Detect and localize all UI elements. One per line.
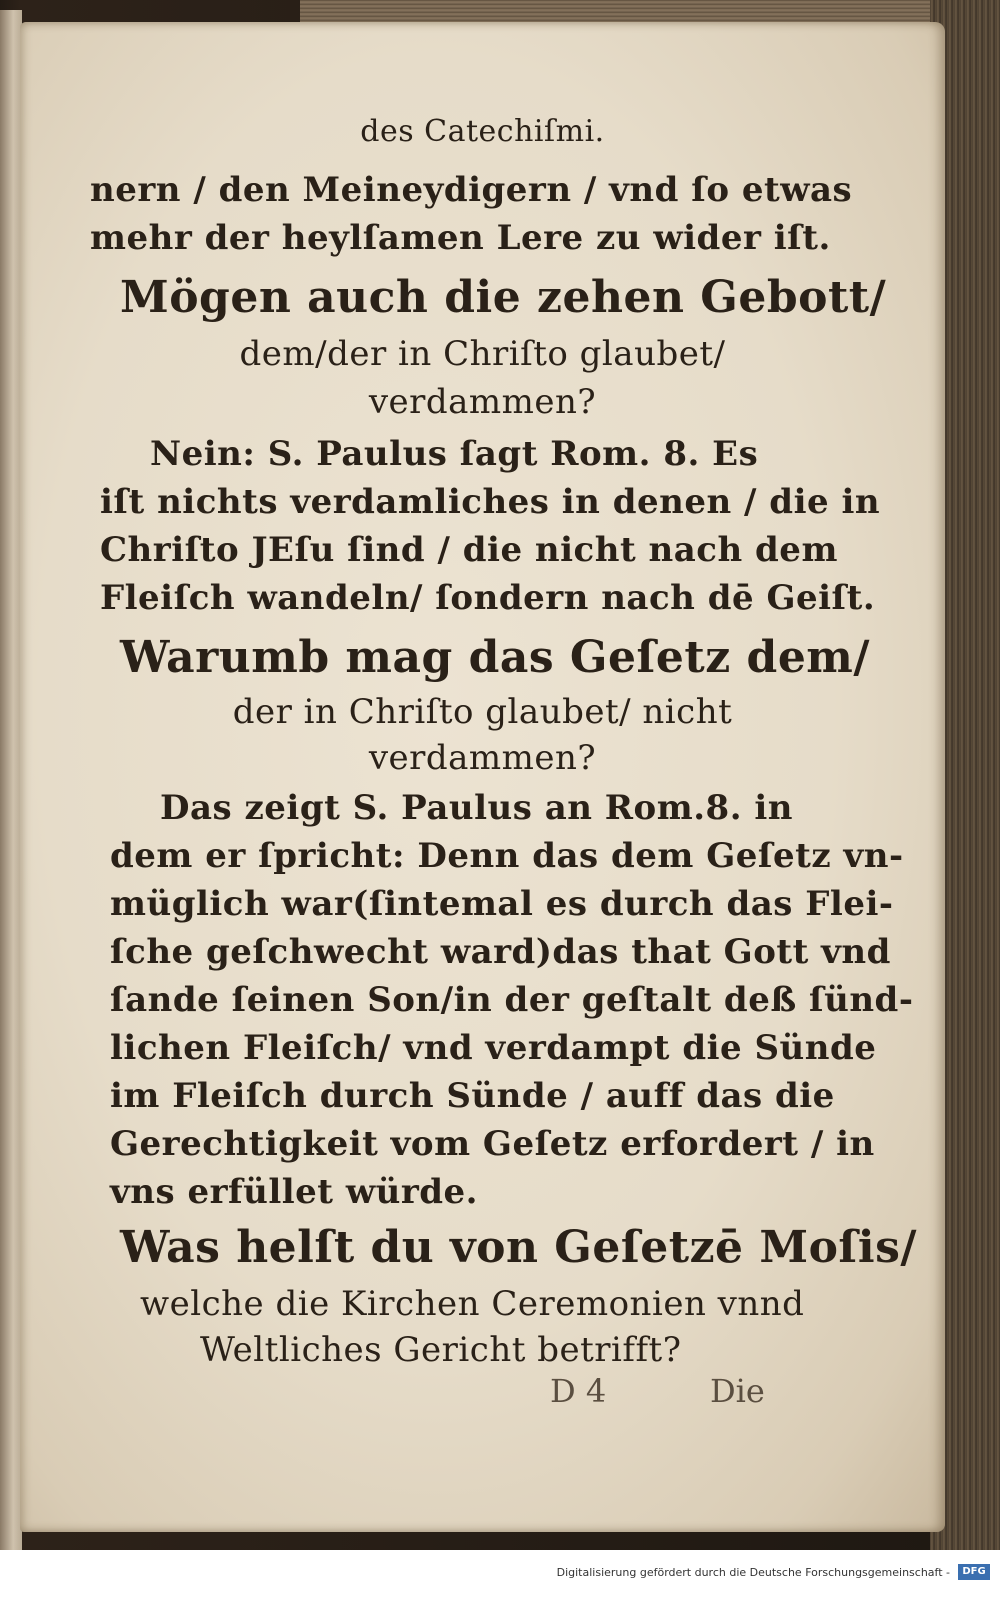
question-heading-1: Mögen auch die zehen Gebott/ [120,272,887,323]
answer-line-3: Chriſto JEſu ſind / die nicht nach dem [100,530,838,570]
question-line-2b: der in Chriſto glaubet/ nicht [232,692,733,732]
answer2-line-6: lichen Fleiſch/ vnd verdampt die Sünde [110,1028,877,1068]
book-top-edge [300,0,940,24]
answer2-line-2: dem er ſpricht: Denn das dem Geſetz vn- [110,836,904,876]
answer2-line-1: Das zeigt S. Paulus an Rom.8. in [160,788,793,828]
answer-line-2: iſt nichts verdamliches in denen / die in [100,482,881,522]
running-head: des Catechiſmi. [360,114,605,149]
footer-bar [0,1550,1000,1602]
question-line-3c: Weltliches Gericht betrifft? [200,1330,682,1370]
answer-line-4: Fleiſch wandeln/ ſondern nach dē Geiſt. [100,578,876,618]
signature-mark: D 4 [550,1372,607,1410]
text-line-2: mehr der heylſamen Lere zu wider iſt. [90,218,831,258]
answer2-line-7: im Fleiſch durch Sünde / auff das die [110,1076,835,1116]
answer2-line-9: vns erfüllet würde. [110,1172,478,1212]
question-line-1b: dem/der in Chriſto glaubet/ [239,334,726,374]
question-line-1c: verdammen? [368,382,597,422]
dfg-logo: DFG [958,1564,990,1580]
answer-line-1: Nein: S. Paulus ſagt Rom. 8. Es [150,434,759,474]
question-line-2c: verdammen? [368,738,597,778]
catchword: Die [710,1372,765,1410]
footer-credit: Digitalisierung gefördert durch die Deutsche Forschungsgemeinschaft - [556,1566,950,1579]
answer2-line-8: Gerechtigkeit vom Geſetz erfordert / in [110,1124,875,1164]
answer2-line-3: müglich war(ſintemal es durch das Flei- [110,884,894,924]
book-page [20,22,945,1532]
answer2-line-4: ſche geſchwecht ward)das that Gott vnd [110,932,891,972]
question-line-3b: welche die Kirchen Ceremonien vnnd [140,1284,805,1324]
question-heading-3: Was helſt du von Geſetzē Moſis/ [120,1222,917,1273]
question-heading-2: Warumb mag das Geſetz dem/ [120,632,870,683]
answer2-line-5: ſande ſeinen Son/in der geſtalt deß ſünd- [110,980,914,1020]
left-page-edge [0,10,22,1550]
text-line-1: nern / den Meineydigern / vnd ſo etwas [90,170,853,210]
